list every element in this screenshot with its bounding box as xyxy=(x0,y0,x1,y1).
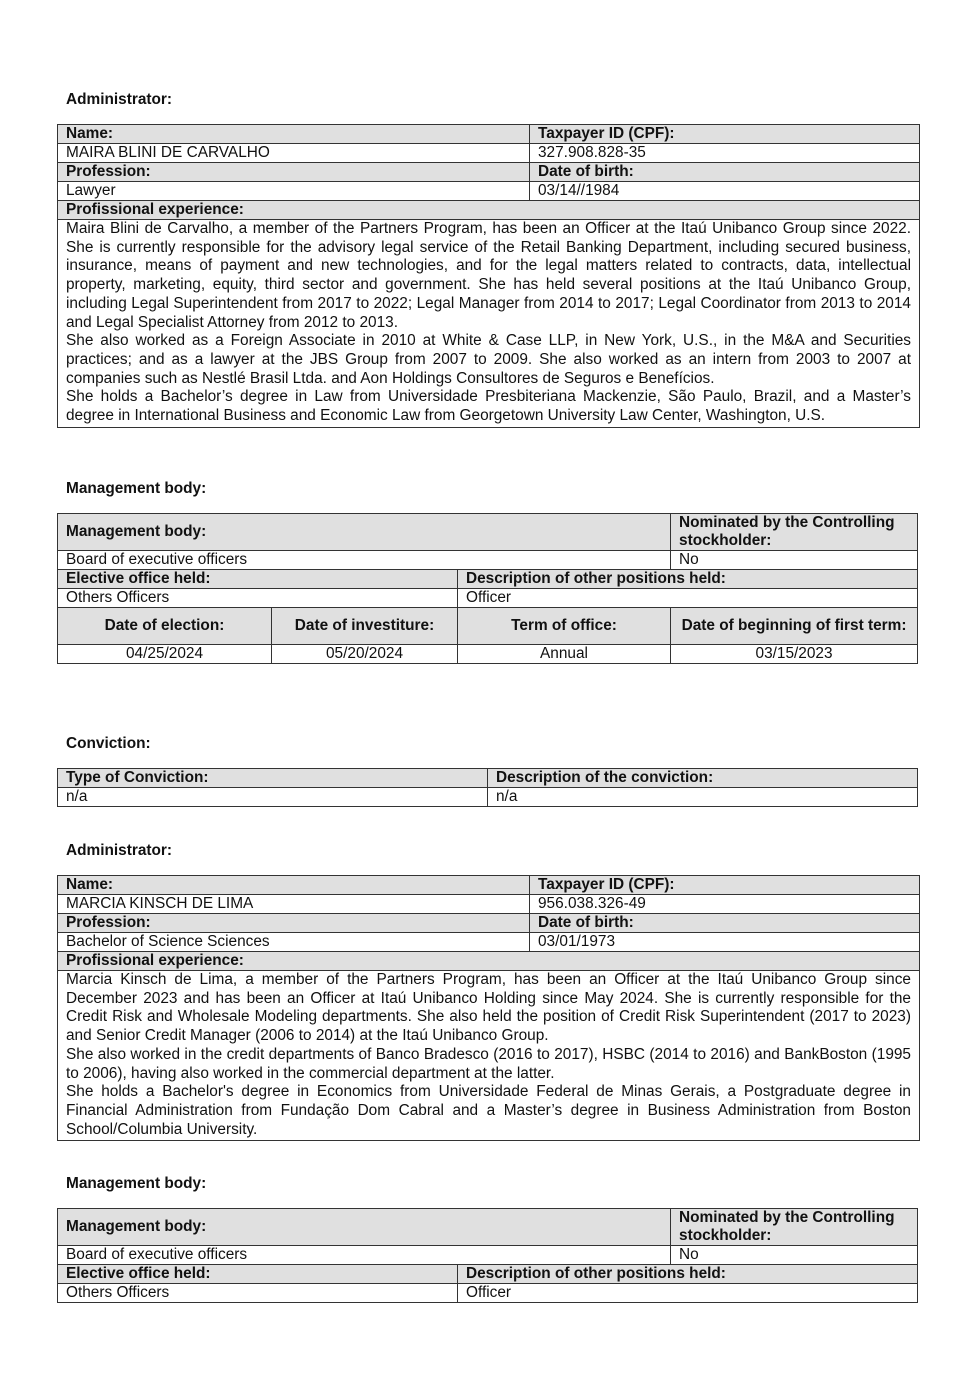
profession-label: Profession: xyxy=(58,163,530,182)
experience-text xyxy=(58,220,920,428)
profession-value: Lawyer xyxy=(58,182,530,201)
election-date-label: Date of election: xyxy=(58,608,272,645)
other-positions-label: Description of other positions held: xyxy=(458,1265,918,1284)
profession-label: Profession: xyxy=(58,914,530,933)
nominated-value: No xyxy=(671,551,918,570)
elective-office-value: Others Officers xyxy=(58,589,458,608)
experience-label: Profissional experience: xyxy=(58,952,920,971)
conviction-type-label: Type of Conviction: xyxy=(58,769,488,788)
elective-office-label: Elective office held: xyxy=(58,570,458,589)
experience-paragraph: Maira Blini de Carvalho, a member of the Partners Program, has been an Officer at the Itaú Unibanco Group since 2022. She is currently responsible for the advisory legal service of the Retail Banking Department, including secured business, insurance, means of payment and new technologies, and for the legal matters related to contracts, data, intellectual property, marketing, equity, third sector and government. She has held several positions at the Itaú Unibanco Group, including Legal Superintendent from 2017 to 2022; Legal Manager from 2014 to 2017; Legal Coordinator from 2013 to 2014 and Legal Specialist Attorney from 2012 to 2013. xyxy=(66,220,911,331)
management-body-heading: Management body: xyxy=(66,1175,207,1192)
experience-label: Profissional experience: xyxy=(58,201,920,220)
other-positions-label: Description of other positions held: xyxy=(458,570,918,589)
cpf-label: Taxpayer ID (CPF): xyxy=(530,125,920,144)
name-label: Name: xyxy=(58,125,530,144)
administrator-table xyxy=(57,124,920,428)
dob-value: 03/14//1984 xyxy=(530,182,920,201)
management-body-label: Management body: xyxy=(58,1209,671,1246)
elective-office-value: Others Officers xyxy=(58,1284,458,1303)
dob-label: Date of birth: xyxy=(530,163,920,182)
administrator-table xyxy=(57,875,920,1141)
experience-paragraph: She holds a Bachelor’s degree in Law from Universidade Presbiteriana Mackenzie, São Paulo, Brazil, and a Master’s degree in International Business and Economic Law from Georgetown University Law Center, Washington, U.S. xyxy=(66,388,911,425)
dob-value: 03/01/1973 xyxy=(530,933,920,952)
management-body-value: Board of executive officers xyxy=(58,551,671,570)
other-positions-value: Officer xyxy=(458,589,918,608)
experience-paragraph: She also worked as a Foreign Associate in 2010 at White & Case LLP, in New York, U.S., in the M&A and Securities practices; and as a lawyer at the JBS Group from 2007 to 2009. She also worked as an intern from 2003 to 2007 at companies such as Nestlé Brasil Ltda. and Aon Holdings Consultores de Seguros e Benefícios. xyxy=(66,332,911,387)
elective-office-label: Elective office held: xyxy=(58,1265,458,1284)
conviction-table xyxy=(57,768,918,807)
cpf-value: 327.908.828-35 xyxy=(530,144,920,163)
experience-paragraph: She also worked in the credit departments of Banco Bradesco (2016 to 2017), HSBC (2014 to 2016) and BankBoston (1995 to 2006), having also worked in the commercial department at the latter. xyxy=(66,1045,911,1082)
nominated-value: No xyxy=(671,1246,918,1265)
management-body-table xyxy=(57,513,918,664)
election-date-value: 04/25/2024 xyxy=(58,645,272,664)
conviction-heading: Conviction: xyxy=(66,735,151,752)
term-value: Annual xyxy=(458,645,671,664)
name-label: Name: xyxy=(58,876,530,895)
management-body-table xyxy=(57,1208,918,1303)
name-value: MARCIA KINSCH DE LIMA xyxy=(58,895,530,914)
dob-label: Date of birth: xyxy=(530,914,920,933)
experience-paragraph: Marcia Kinsch de Lima, a member of the Partners Program, has been an Officer at the Itaú Unibanco Group since December 2023 and has been an Officer at Itaú Unibanco Holding since May 2024. She is currently responsible for the Credit Risk and Wholesale Modeling departments. She also held the position of Credit Risk Superintendent (2017 to 2023) and Senior Credit Manager (2006 to 2014) at the Itaú Unibanco Group. xyxy=(66,971,911,1045)
experience-text xyxy=(58,971,920,1141)
cpf-label: Taxpayer ID (CPF): xyxy=(530,876,920,895)
first-term-label: Date of beginning of first term: xyxy=(671,608,918,645)
profession-value: Bachelor of Science Sciences xyxy=(58,933,530,952)
cpf-value: 956.038.326-49 xyxy=(530,895,920,914)
conviction-description-value: n/a xyxy=(488,788,918,807)
management-body-label: Management body: xyxy=(58,514,671,551)
investiture-date-label: Date of investiture: xyxy=(272,608,458,645)
conviction-type-value: n/a xyxy=(58,788,488,807)
administrator-heading: Administrator: xyxy=(66,91,173,108)
experience-paragraph: She holds a Bachelor's degree in Economics from Universidade Federal de Minas Gerais, a Postgraduate degree in Financial Administration from Fundação Dom Cabral and a Master’s degree in Business Administration from Boston School/Columbia University. xyxy=(66,1083,911,1138)
first-term-value: 03/15/2023 xyxy=(671,645,918,664)
nominated-label: Nominated by the Controlling stockholder: xyxy=(671,1209,918,1246)
conviction-description-label: Description of the conviction: xyxy=(488,769,918,788)
other-positions-value: Officer xyxy=(458,1284,918,1303)
management-body-heading: Management body: xyxy=(66,480,207,497)
nominated-label: Nominated by the Controlling stockholder: xyxy=(671,514,918,551)
management-body-value: Board of executive officers xyxy=(58,1246,671,1265)
name-value: MAIRA BLINI DE CARVALHO xyxy=(58,144,530,163)
term-label: Term of office: xyxy=(458,608,671,645)
investiture-date-value: 05/20/2024 xyxy=(272,645,458,664)
administrator-heading: Administrator: xyxy=(66,842,173,859)
